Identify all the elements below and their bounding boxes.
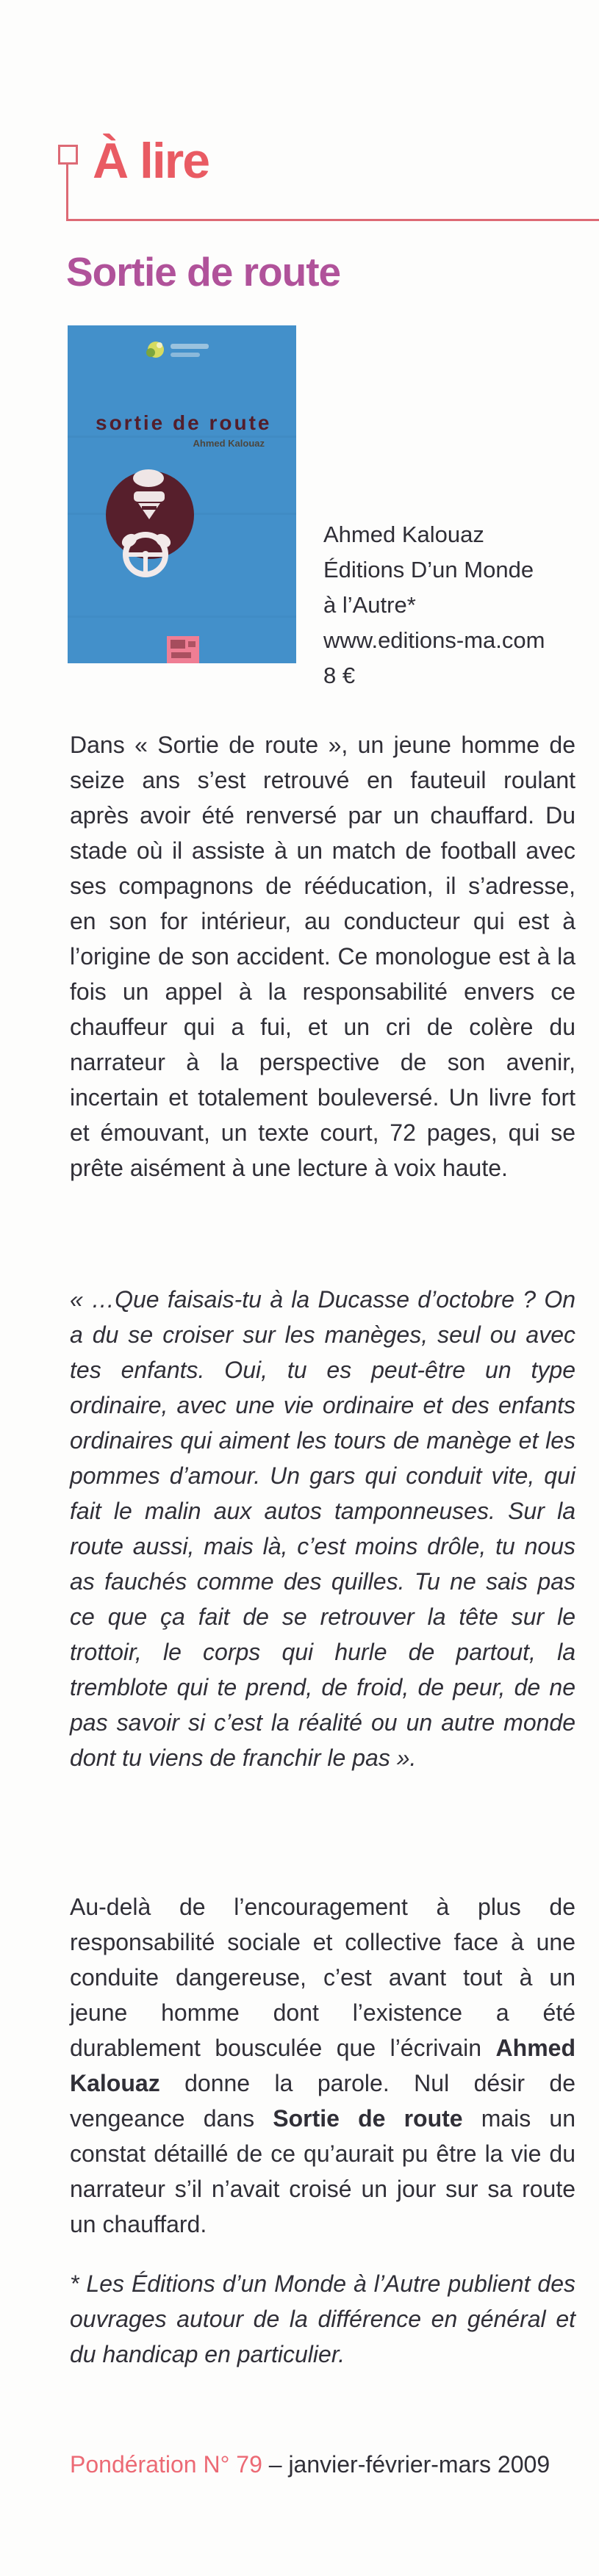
book-info-block (323, 517, 545, 693)
cover-author: Ahmed Kalouaz (193, 438, 265, 449)
stamp-icon (167, 636, 199, 663)
footer-issue-date: – janvier-février-mars 2009 (262, 2451, 550, 2478)
paragraph-3-text-1: Au-delà de l’encouragement à plus de responsabilité sociale et collective face à une conduite dangereuse, c’est avant tout à un jeune homme dont l’existence a été durablement bousculée que l’écrivain (70, 1894, 575, 2061)
article-paragraph-1: Dans « Sortie de route », un jeune homme de seize ans s’est retrouvé en fauteuil roulant après avoir été renversé par un chauffard. Du stade où il assiste à un match de football avec ses compagnons de rééducation, il s’adresse, en son for intérieur, au conducteur qui est à l’origine de son accident. Ce monologue est à la fois un appel à la responsabilité envers ce chauffeur qui a fui, et un cri de colère du narrateur à la perspective de son avenir, incertain et totalement bouleversé. Un livre fort et émouvant, un texte court, 72 pages, qui se prête aisément à une lecture à voix haute. (70, 732, 575, 1181)
paragraph-3-title-bold: Sortie de route (273, 2105, 463, 2132)
paragraph-3-text-3: mais un constat détaillé de ce qu’aurait pu être la vie du narrateur s’il n’avait croisé un jour sur sa route un chauffard. (70, 2105, 575, 2237)
header-horizontal-rule (66, 219, 599, 221)
book-publisher-line1: Éditions D’un Monde (323, 557, 534, 582)
book-website: www.editions-ma.com (323, 627, 545, 653)
footer-journal-name: Pondération N° 79 (70, 2451, 262, 2478)
book-author: Ahmed Kalouaz (323, 522, 484, 547)
header-vertical-rule (66, 164, 68, 220)
paragraph-3-text-2: donne la parole. Nul désir de vengeance dans (70, 2070, 575, 2132)
paragraph-3-author-bold: Ahmed Kalouaz (70, 2035, 575, 2096)
article-footnote: * Les Éditions d’un Monde à l’Autre publient des ouvrages autour de la différence en général et du handicap en particulier. (70, 2270, 575, 2367)
page-footer (70, 2451, 550, 2478)
section-title: À lire (93, 133, 209, 189)
header-square-ornament (58, 145, 78, 165)
book-publisher-line2: à l’Autre* (323, 592, 416, 618)
book-price: 8 € (323, 663, 356, 688)
cover-title: sortie de route (96, 411, 272, 434)
article-title: Sortie de route (66, 249, 341, 295)
article-paragraph-3 (70, 1889, 575, 2242)
article-quote: « …Que faisais-tu à la Ducasse d’octobre ? On a du se croiser sur les manèges, seul ou avec tes enfants. Oui, tu es peut-être un type ordinaire, avec une vie ordinaire et des enfants ordinaires qui aiment les tours de manège et les pommes d’amour. Un gars qui conduit vite, qui fait le malin aux autos tamponneuses. Sur la route aussi, mais là, c’est moins drôle, tu nous as fauchés comme des quilles. Tu ne sais pas ce que ça fait de se retrouver la tête sur le trottoir, le corps qui hurle de partout, la tremblote qui te prend, de froid, de peur, de ne pas savoir si c’est la réalité ou un autre monde dont tu viens de franchir le pas ». (70, 1286, 575, 1771)
book-cover-image (68, 325, 296, 663)
